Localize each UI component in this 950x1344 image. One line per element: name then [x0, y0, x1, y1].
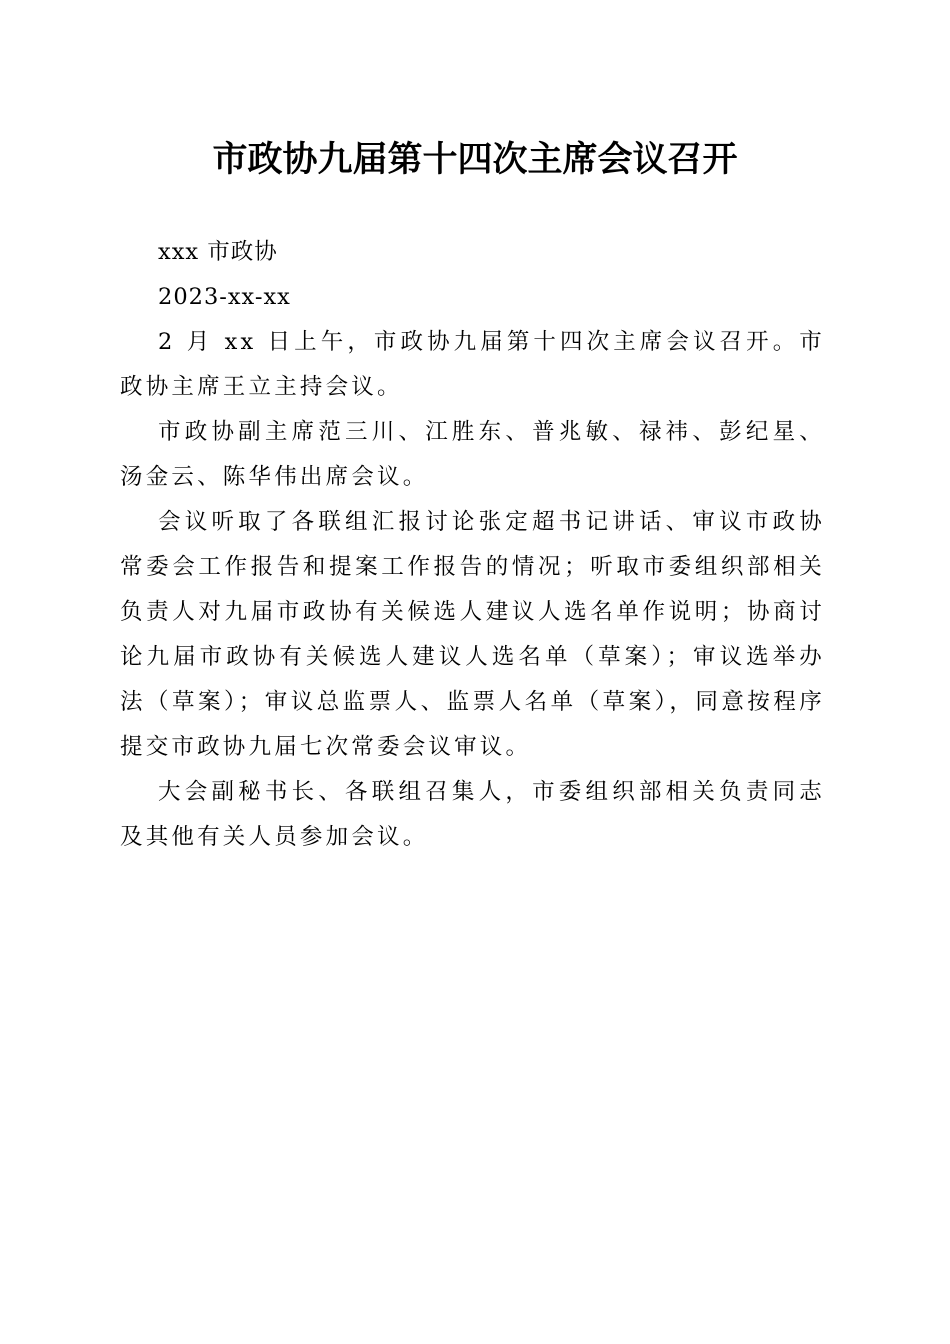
paragraph: 大会副秘书长、各联组召集人，市委组织部相关负责同志及其他有关人员参加会议。 — [120, 779, 825, 850]
paragraph: 市政协副主席范三川、江胜东、普兆敏、禄祎、彭纪星、汤金云、陈华伟出席会议。 — [120, 419, 825, 490]
source-line: xxx 市政协 — [158, 239, 278, 265]
paragraph: 会议听取了各联组汇报讨论张定超书记讲话、审议市政协常委会工作报告和提案工作报告的情况；听取市委组织部相关负责人对九届市政协有关候选人建议人选名单作说明；协商讨论九届市政协有关候选人建议人选名单（草案）；审议选举办法（草案）；审议总监票人、监票人名单（草案），同意按程序提交市政协九届七次常委会议审议。 — [120, 509, 825, 760]
document-body — [120, 230, 825, 860]
document-title: 市政协九届第十四次主席会议召开 — [212, 139, 738, 180]
paragraph: 2 月 xx 日上午，市政协九届第十四次主席会议召开。市政协主席王立主持会议。 — [120, 329, 825, 400]
date-line: 2023-xx-xx — [158, 284, 291, 310]
